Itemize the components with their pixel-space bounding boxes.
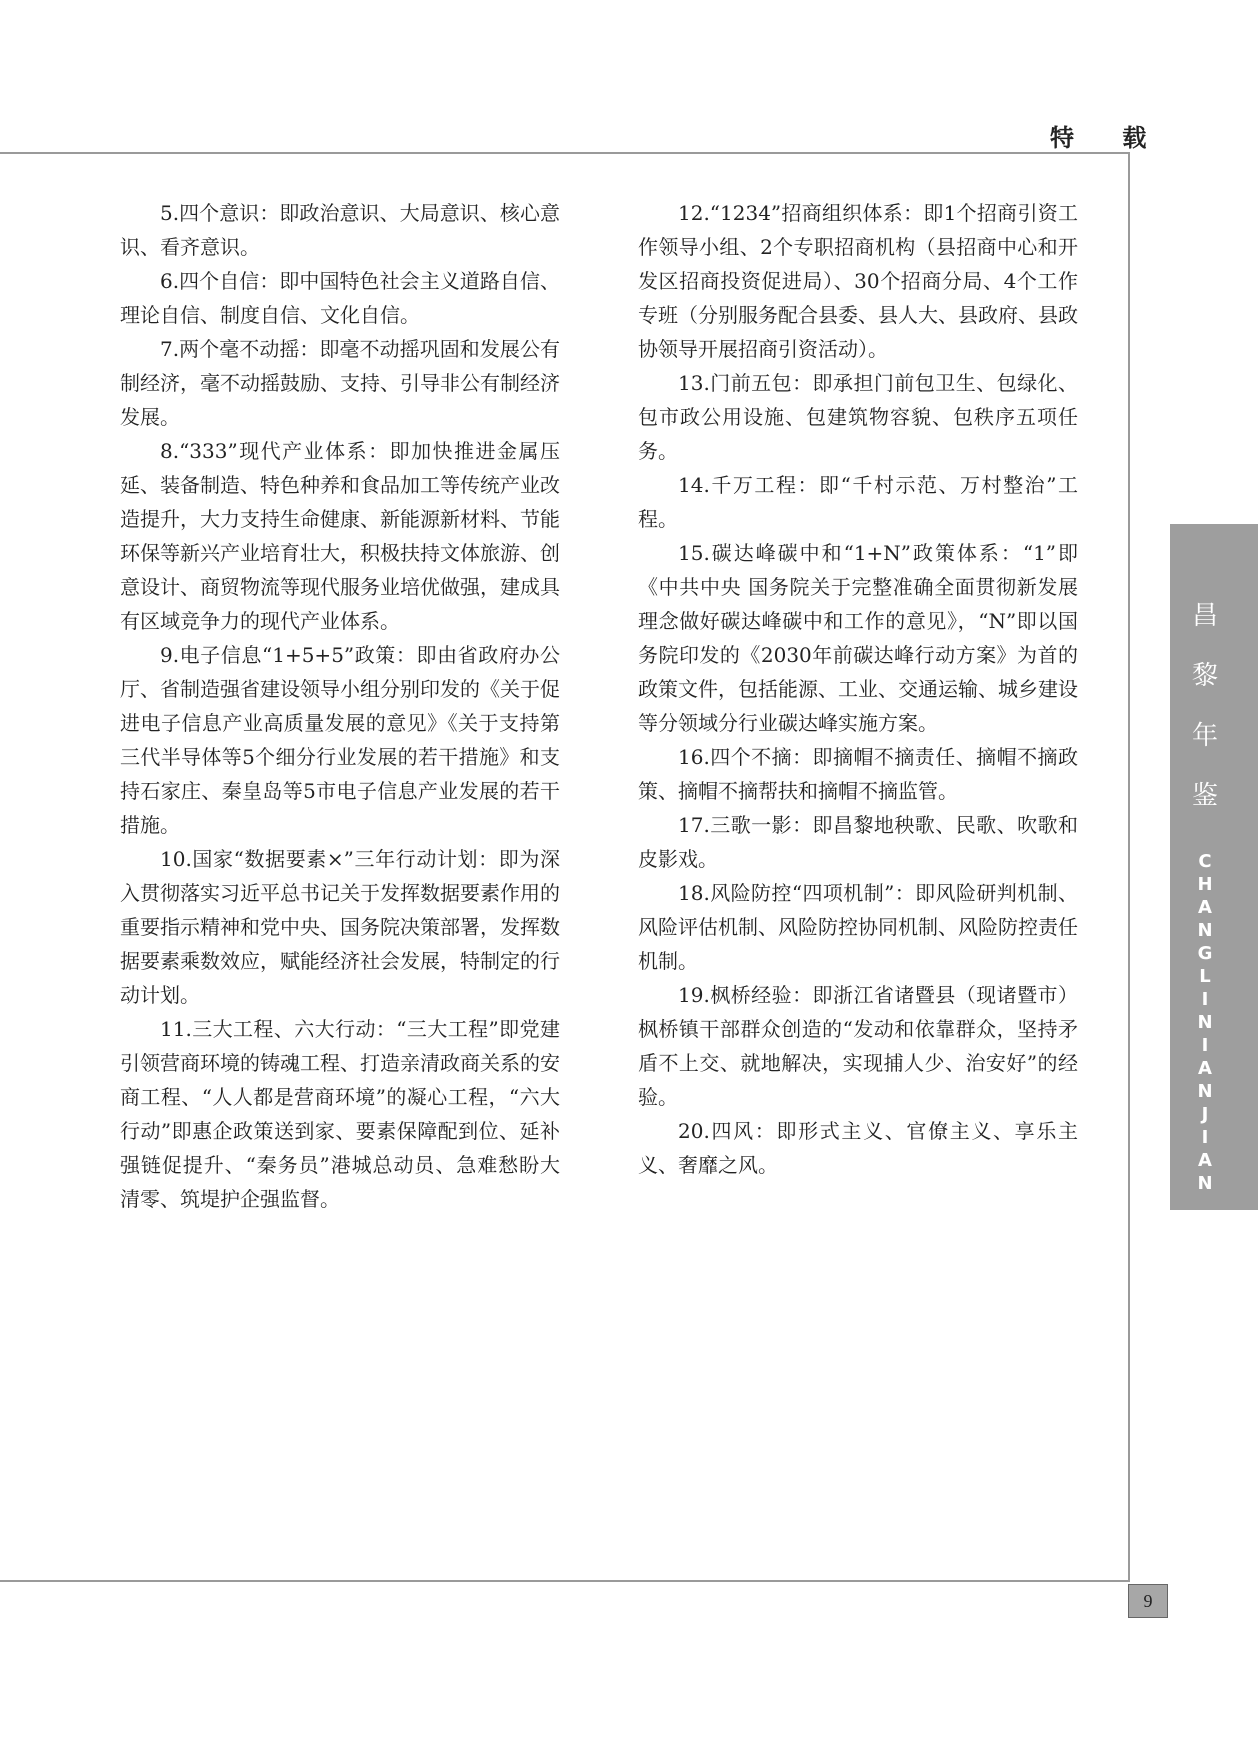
side-letter: I [1201, 1127, 1209, 1148]
side-tab-chinese-title [1170, 586, 1240, 826]
side-letter: C [1198, 851, 1212, 872]
side-letter: J [1201, 1104, 1209, 1125]
entry-12: 12.“1234”招商组织体系：即1个招商引资工作领导小组、2个专职招商机构（县招商中心和开发区招商投资促进局）、30个招商分局、4个工作专班（分别服务配合县委、县人大、县政府、县政协领导开展招商引资活动）。 [638, 201, 1078, 361]
side-letter: N [1197, 1081, 1213, 1102]
entry-20: 20.四风：即形式主义、官僚主义、享乐主义、奢靡之风。 [638, 1119, 1078, 1177]
section-title: 特 载 [1050, 123, 1167, 152]
left-column [120, 196, 560, 1216]
entry-18: 18.风险防控“四项机制”：即风险研判机制、风险评估机制、风险防控协同机制、风险防控责任机制。 [638, 881, 1078, 973]
yearbook-side-tab [1170, 524, 1258, 1210]
entry-10: 10.国家“数据要素×”三年行动计划：即为深入贯彻落实习近平总书记关于发挥数据要素作用的重要指示精神和党中央、国务院决策部署，发挥数据要素乘数效应，赋能经济社会发展，特制定的行动计划。 [120, 847, 560, 1007]
side-char: 昌 [1191, 601, 1218, 631]
entry-6: 6.四个自信：即中国特色社会主义道路自信、理论自信、制度自信、文化自信。 [120, 269, 560, 327]
side-letter: N [1197, 1012, 1213, 1033]
entry-11: 11.三大工程、六大行动：“三大工程”即党建引领营商环境的铸魂工程、打造亲清政商关系的安商工程、“人人都是营商环境”的凝心工程，“六大行动”即惠企政策送到家、要素保障配到位、延补强链促提升、“秦务员”港城总动员、急难愁盼大清零、筑堤护企强监督。 [120, 1017, 560, 1211]
entry-14: 14.千万工程：即“千村示范、万村整治”工程。 [638, 473, 1078, 531]
entry-7: 7.两个毫不动摇：即毫不动摇巩固和发展公有制经济，毫不动摇鼓励、支持、引导非公有制经济发展。 [120, 337, 560, 429]
entry-9: 9.电子信息“1+5+5”政策：即由省政府办公厅、省制造强省建设领导小组分别印发的《关于促进电子信息产业高质量发展的意见》《关于支持第三代半导体等5个细分行业发展的若干措施》和支持石家庄、秦皇岛等5市电子信息产业发展的若干措施。 [120, 643, 560, 837]
side-letter: H [1197, 874, 1213, 895]
side-char: 鉴 [1191, 781, 1218, 811]
entry-8: 8.“333”现代产业体系：即加快推进金属压延、装备制造、特色种养和食品加工等传统产业改造提升，大力支持生命健康、新能源新材料、节能环保等新兴产业培育壮大，积极扶持文体旅游、创意设计、商贸物流等现代服务业培优做强，建成具有区域竞争力的现代产业体系。 [120, 439, 560, 633]
entry-5: 5.四个意识：即政治意识、大局意识、核心意识、看齐意识。 [120, 201, 560, 259]
side-letter: L [1199, 966, 1211, 987]
entry-17: 17.三歌一影：即昌黎地秧歌、民歌、吹歌和皮影戏。 [638, 813, 1078, 871]
side-letter: N [1197, 1173, 1213, 1194]
side-letter: A [1198, 1150, 1212, 1171]
side-letter: I [1201, 989, 1209, 1010]
side-letter: N [1197, 920, 1213, 941]
frame-right-rule [1128, 152, 1130, 1582]
frame-top-rule [0, 152, 1130, 154]
side-letter: A [1198, 1058, 1212, 1079]
entry-13: 13.门前五包：即承担门前包卫生、包绿化、包市政公用设施、包建筑物容貌、包秩序五项任务。 [638, 371, 1078, 463]
entry-16: 16.四个不摘：即摘帽不摘责任、摘帽不摘政策、摘帽不摘帮扶和摘帽不摘监管。 [638, 745, 1078, 803]
side-char: 年 [1191, 721, 1218, 751]
entry-19: 19.枫桥经验：即浙江省诸暨县（现诸暨市）枫桥镇干部群众创造的“发动和依靠群众，坚持矛盾不上交、就地解决，实现捕人少、治安好”的经验。 [638, 983, 1078, 1109]
side-letter: A [1198, 897, 1212, 918]
entry-15: 15.碳达峰碳中和“1+N”政策体系：“1”即《中共中央 国务院关于完整准确全面贯彻新发展理念做好碳达峰碳中和工作的意见》，“N”即以国务院印发的《2030年前碳达峰行动方案》为首的政策文件，包括能源、工业、交通运输、城乡建设等分领域分行业碳达峰实施方案。 [638, 541, 1078, 735]
side-letter: I [1201, 1035, 1209, 1056]
page-number: 9 [1128, 1584, 1168, 1618]
right-column [638, 196, 1078, 1182]
frame-bottom-rule [0, 1580, 1130, 1582]
side-char: 黎 [1191, 661, 1218, 691]
side-tab-latin-title [1170, 850, 1240, 1195]
side-letter: G [1197, 943, 1213, 964]
